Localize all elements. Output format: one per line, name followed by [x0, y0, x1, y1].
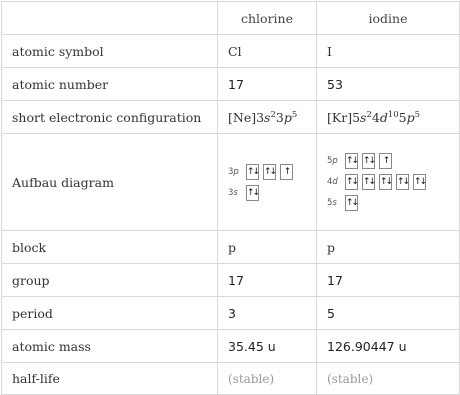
chlorine-configuration: [218, 101, 317, 134]
row-half-life: [2, 363, 460, 395]
config-l: p: [406, 109, 415, 125]
orbital-box: ↑↓: [246, 164, 259, 180]
orbital-label: 5p: [327, 156, 338, 166]
config-count: 2: [270, 109, 276, 120]
chlorine-atomic-mass: 35.45 u: [218, 330, 317, 363]
orbital-box: ↑: [280, 164, 293, 180]
row-block: [2, 231, 460, 264]
label-aufbau-diagram: Aufbau diagram: [2, 134, 218, 231]
iodine-atomic-number: 53: [317, 68, 460, 101]
row-atomic-symbol: [2, 35, 460, 68]
iodine-orbital-4d: [327, 174, 449, 190]
orbital-label: 4d: [327, 177, 338, 187]
iodine-configuration: [317, 101, 460, 134]
row-atomic-number: [2, 68, 460, 101]
chlorine-orbital-3s: [228, 185, 306, 201]
iodine-group: 17: [317, 264, 460, 297]
chlorine-orbital-3p: [228, 164, 306, 180]
label-period: period: [2, 297, 218, 330]
config-n: 3: [275, 109, 284, 125]
orbital-box: ↑↓: [396, 174, 409, 190]
config-l: s: [264, 109, 271, 125]
chlorine-atomic-number: 17: [218, 68, 317, 101]
iodine-orbital-5p: [327, 153, 449, 169]
header-empty-cell: [2, 2, 218, 35]
orbital-box: ↑↓: [379, 174, 392, 190]
row-atomic-mass: [2, 330, 460, 363]
config-l: s: [360, 109, 367, 125]
label-block: block: [2, 231, 218, 264]
config-l: d: [379, 109, 388, 125]
orbital-box: ↑↓: [345, 195, 358, 211]
config-n: 5: [398, 109, 407, 125]
label-atomic-symbol: atomic symbol: [2, 35, 218, 68]
iodine-atomic-mass: 126.90447 u: [317, 330, 460, 363]
config-l: p: [283, 109, 292, 125]
iodine-period: 5: [317, 297, 460, 330]
orbital-box: ↑↓: [362, 174, 375, 190]
iodine-half-life: (stable): [317, 363, 460, 395]
iodine-block: p: [317, 231, 460, 264]
header-iodine: iodine: [317, 2, 460, 35]
chlorine-half-life: (stable): [218, 363, 317, 395]
iodine-config-core: [Kr]: [327, 109, 353, 125]
row-electronic-configuration: [2, 101, 460, 134]
config-n: 4: [371, 109, 380, 125]
chlorine-group: 17: [218, 264, 317, 297]
orbital-box: ↑↓: [246, 185, 259, 201]
config-count: 5: [414, 109, 421, 120]
label-group: group: [2, 264, 218, 297]
config-count: 5: [291, 109, 298, 120]
orbital-label: 3p: [228, 166, 239, 177]
label-atomic-number: atomic number: [2, 68, 218, 101]
config-n: 5: [352, 109, 361, 125]
chlorine-aufbau-diagram: [218, 134, 317, 231]
row-aufbau-diagram: [2, 134, 460, 231]
label-half-life: half-life: [2, 363, 218, 395]
label-electronic-configuration: short electronic configuration: [2, 101, 218, 134]
row-group: [2, 264, 460, 297]
config-count: 10: [387, 109, 399, 120]
config-count: 2: [366, 109, 372, 120]
orbital-box: ↑↓: [263, 164, 276, 180]
row-period: [2, 297, 460, 330]
orbital-box: ↑↓: [345, 153, 358, 169]
config-n: 3: [256, 109, 265, 125]
orbital-box: ↑: [379, 153, 392, 169]
orbital-box: ↑↓: [345, 174, 358, 190]
element-comparison-table: [1, 1, 460, 395]
iodine-aufbau-diagram: [317, 134, 460, 231]
orbital-box: ↑↓: [362, 153, 375, 169]
header-row: [2, 2, 460, 35]
orbital-label: 3s: [228, 187, 238, 198]
chlorine-period: 3: [218, 297, 317, 330]
chlorine-config-core: [Ne]: [228, 109, 257, 125]
orbital-box: ↑↓: [413, 174, 426, 190]
label-atomic-mass: atomic mass: [2, 330, 218, 363]
orbital-label: 5s: [327, 198, 337, 208]
iodine-symbol: I: [317, 35, 460, 68]
chlorine-block: p: [218, 231, 317, 264]
header-chlorine: chlorine: [218, 2, 317, 35]
iodine-orbital-5s: [327, 195, 449, 211]
chlorine-symbol: Cl: [218, 35, 317, 68]
